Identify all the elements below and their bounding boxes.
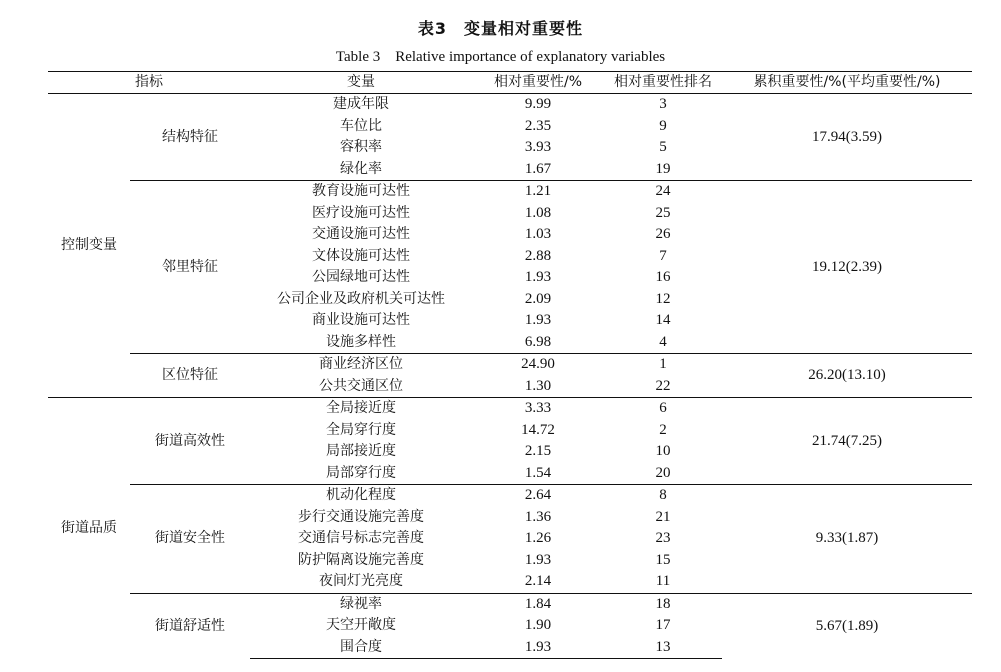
- variable-name: 全局接近度: [250, 398, 472, 420]
- subgroup-name: 邻里特征: [130, 181, 250, 354]
- variable-name: 容积率: [340, 139, 382, 156]
- rank-value: 20: [655, 464, 671, 481]
- importance-value: 1.08: [524, 204, 552, 221]
- rank-value: 14: [655, 312, 671, 329]
- variable-name: 绿化率: [340, 160, 382, 177]
- table-row: [48, 94, 972, 116]
- rank-value: 26: [655, 226, 671, 243]
- subgroup-name: 街道舒适性: [130, 593, 250, 659]
- variable-name: 建成年限: [333, 96, 389, 113]
- group-name: 控制变量: [61, 237, 117, 253]
- variable-name: 全局穿行度: [326, 421, 396, 438]
- rank-value: 22: [655, 377, 671, 394]
- importance-value: 2.88: [524, 247, 552, 264]
- subgroup-name: 街道安全性: [130, 485, 250, 594]
- rank-value: 19: [655, 160, 671, 177]
- importance-value: 6.98: [524, 333, 552, 350]
- variable-name: 车位比: [340, 117, 382, 134]
- cumulative-value: 21.74(7.25): [722, 398, 972, 485]
- importance-value: 1.21: [472, 181, 604, 203]
- table-row: [48, 354, 972, 376]
- rank-value: 13: [604, 637, 722, 659]
- table-title-en: Table 3 Relative importance of explanatory variables: [335, 49, 666, 65]
- importance-value: 14.72: [521, 421, 555, 438]
- importance-value: 1.36: [524, 508, 552, 525]
- rank-value: 6: [604, 398, 722, 420]
- variable-name: 文体设施可达性: [312, 247, 410, 264]
- header-cumulative: 累积重要性/%(平均重要性/%): [722, 72, 972, 94]
- importance-value: 1.03: [524, 226, 552, 243]
- variable-name: 步行交通设施完善度: [298, 508, 424, 525]
- header-variable: 变量: [250, 72, 472, 94]
- importance-value: 2.64: [472, 485, 604, 507]
- importance-value: 3.93: [524, 139, 552, 156]
- importance-table: [48, 71, 972, 659]
- subgroup-name: 区位特征: [130, 354, 250, 398]
- importance-value: 2.35: [524, 117, 552, 134]
- table-row: [48, 485, 972, 507]
- importance-value: 1.84: [472, 593, 604, 615]
- rank-value: 10: [655, 443, 671, 460]
- rank-value: 7: [659, 247, 667, 264]
- rank-value: 25: [655, 204, 671, 221]
- importance-value: 1.30: [524, 377, 552, 394]
- variable-name: 公司企业及政府机关可达性: [277, 290, 445, 307]
- variable-name: 商业设施可达性: [312, 312, 410, 329]
- rank-value: 21: [655, 508, 671, 525]
- rank-value: 23: [655, 530, 671, 547]
- rank-value: 8: [604, 485, 722, 507]
- table-row: [48, 181, 972, 203]
- rank-value: 24: [604, 181, 722, 203]
- importance-value: 1.93: [524, 269, 552, 286]
- variable-name: 围合度: [250, 637, 472, 659]
- table-row: [48, 398, 972, 420]
- cumulative-value: 26.20(13.10): [722, 354, 972, 398]
- importance-value: 2.14: [524, 573, 552, 590]
- header-rank: 相对重要性排名: [604, 72, 722, 94]
- group-name: 街道品质: [48, 398, 130, 659]
- importance-value: 2.09: [524, 290, 552, 307]
- subgroup-name: 街道高效性: [130, 398, 250, 485]
- rank-value: 17: [655, 617, 671, 634]
- importance-value: 1.26: [524, 530, 552, 547]
- rank-value: 15: [655, 551, 671, 568]
- rank-value: 9: [659, 117, 667, 134]
- importance-value: 1.93: [472, 637, 604, 659]
- table-row: [48, 593, 972, 615]
- variable-name: 设施多样性: [326, 333, 396, 350]
- importance-value: 1.67: [524, 160, 552, 177]
- variable-name: 绿视率: [250, 593, 472, 615]
- variable-name: 天空开敞度: [326, 617, 396, 634]
- rank-value: 18: [604, 593, 722, 615]
- subgroup-name: 结构特征: [162, 128, 218, 145]
- variable-name: 局部接近度: [326, 443, 396, 460]
- importance-value: 1.90: [524, 617, 552, 634]
- cumulative-value: 17.94(3.59): [812, 128, 882, 145]
- variable-name: 局部穿行度: [326, 464, 396, 481]
- variable-name: 交通信号标志完善度: [298, 530, 424, 547]
- cumulative-value: 19.12(2.39): [722, 181, 972, 354]
- rank-value: 11: [655, 573, 671, 590]
- variable-name: 商业经济区位: [250, 354, 472, 376]
- rank-value: 1: [604, 354, 722, 376]
- importance-value: 9.99: [524, 96, 552, 113]
- cumulative-value: 9.33(1.87): [722, 485, 972, 594]
- variable-name: 夜间灯光亮度: [319, 573, 403, 590]
- rank-value: 16: [655, 269, 671, 286]
- rank-value: 4: [659, 333, 667, 350]
- cumulative-value: 5.67(1.89): [722, 593, 972, 659]
- importance-value: 2.15: [524, 443, 552, 460]
- variable-name: 教育设施可达性: [250, 181, 472, 203]
- variable-name: 交通设施可达性: [312, 226, 410, 243]
- table-body: [48, 94, 972, 659]
- importance-value: 1.54: [524, 464, 552, 481]
- importance-value: 3.33: [472, 398, 604, 420]
- importance-value: 1.93: [524, 312, 552, 329]
- importance-value: 24.90: [472, 354, 604, 376]
- table-title-cn: 表3 变量相对重要性: [417, 19, 584, 38]
- rank-value: 5: [659, 139, 667, 156]
- header-relative-importance: 相对重要性/%: [472, 72, 604, 94]
- variable-name: 公园绿地可达性: [312, 269, 410, 286]
- variable-name: 公共交通区位: [319, 377, 403, 394]
- variable-name: 医疗设施可达性: [312, 204, 410, 221]
- importance-value: 1.93: [524, 551, 552, 568]
- rank-value: 12: [655, 290, 671, 307]
- variable-name: 机动化程度: [250, 485, 472, 507]
- header-indicator: 指标: [48, 72, 250, 94]
- variable-name: 防护隔离设施完善度: [298, 551, 424, 568]
- rank-value: 2: [659, 421, 667, 438]
- rank-value: 3: [659, 96, 667, 113]
- header-row: [48, 72, 972, 94]
